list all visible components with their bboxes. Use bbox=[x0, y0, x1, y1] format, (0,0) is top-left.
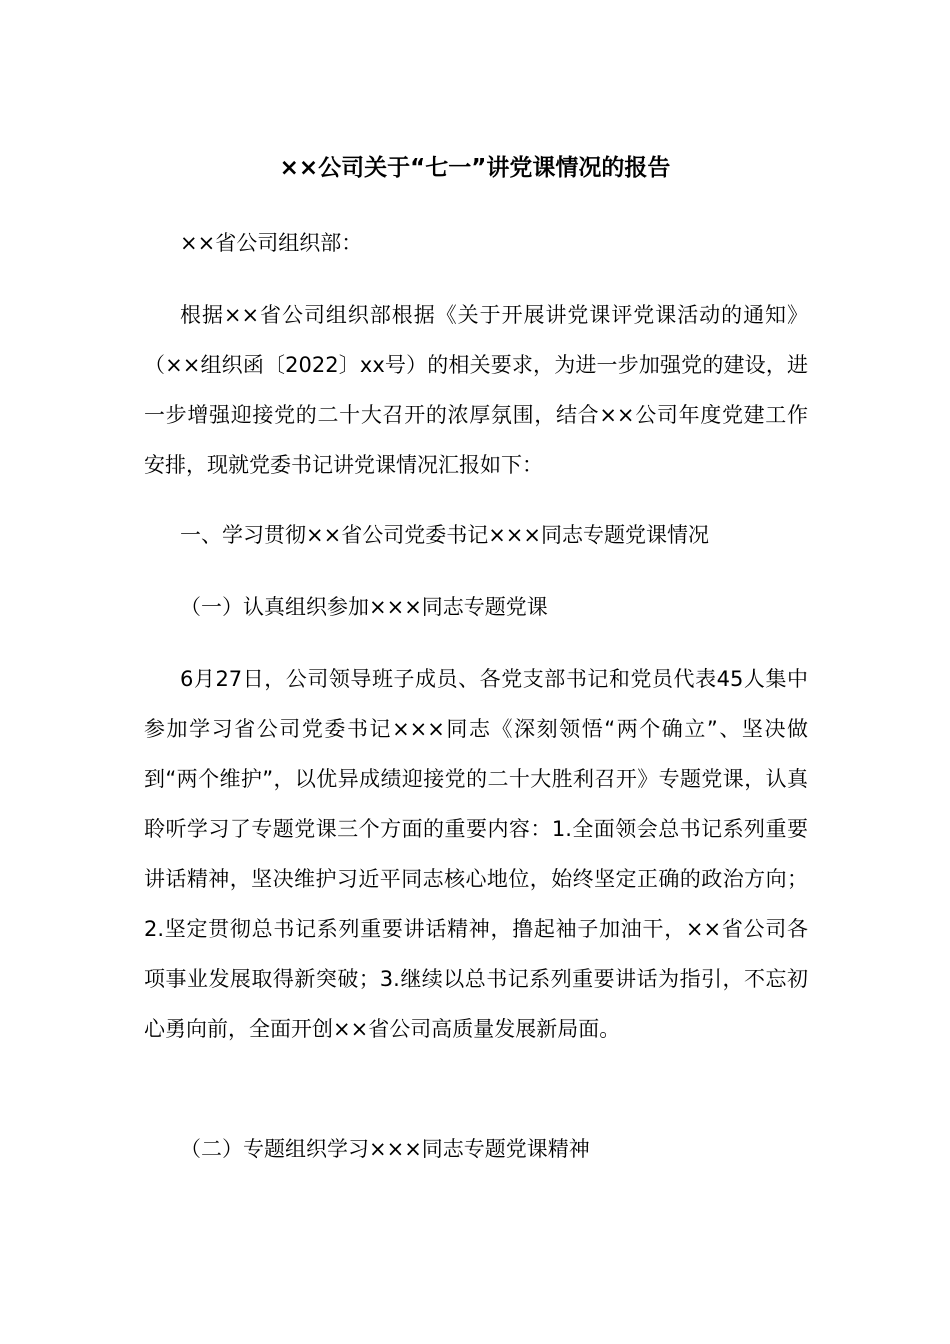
salutation: ××省公司组织部： bbox=[180, 231, 363, 255]
section-heading-1: 一、学习贯彻××省公司党委书记×××同志专题党课情况 bbox=[180, 523, 709, 547]
subsection-heading-2: （二）专题组织学习×××同志专题党课精神 bbox=[180, 1137, 590, 1161]
subsection-heading-1: （一）认真组织参加×××同志专题党课 bbox=[180, 595, 548, 619]
body-paragraph: 6月27日，公司领导班子成员、各党支部书记和党员代表45人集中参加学习省公司党委书记×××同志《深刻领悟“两个确立”、坚决做到“两个维护”，以优异成绩迎接党的二十大胜利召开》专题党课，认真聆听学习了专题党课三个方面的重要内容：1.全面领会总书记系列重要讲话精神，坚决维护习近平同志核心地位，始终坚定正确的政治方向；2.坚定贯彻总书记系列重要讲话精神，撸起袖子加油干，××省公司各项事业发展取得新突破；3.继续以总书记系列重要讲话为指引，不忘初心勇向前，全面开创××省公司高质量发展新局面。 bbox=[144, 667, 808, 1041]
intro-paragraph: 根据××省公司组织部根据《关于开展讲党课评党课活动的通知》（××组织函〔2022〕xx号）的相关要求，为进一步加强党的建设，进一步增强迎接党的二十大召开的浓厚氛围，结合××公司年度党建工作安排，现就党委书记讲党课情况汇报如下： bbox=[144, 303, 808, 477]
document-title: ××公司关于“七一”讲党课情况的报告 bbox=[279, 155, 671, 181]
